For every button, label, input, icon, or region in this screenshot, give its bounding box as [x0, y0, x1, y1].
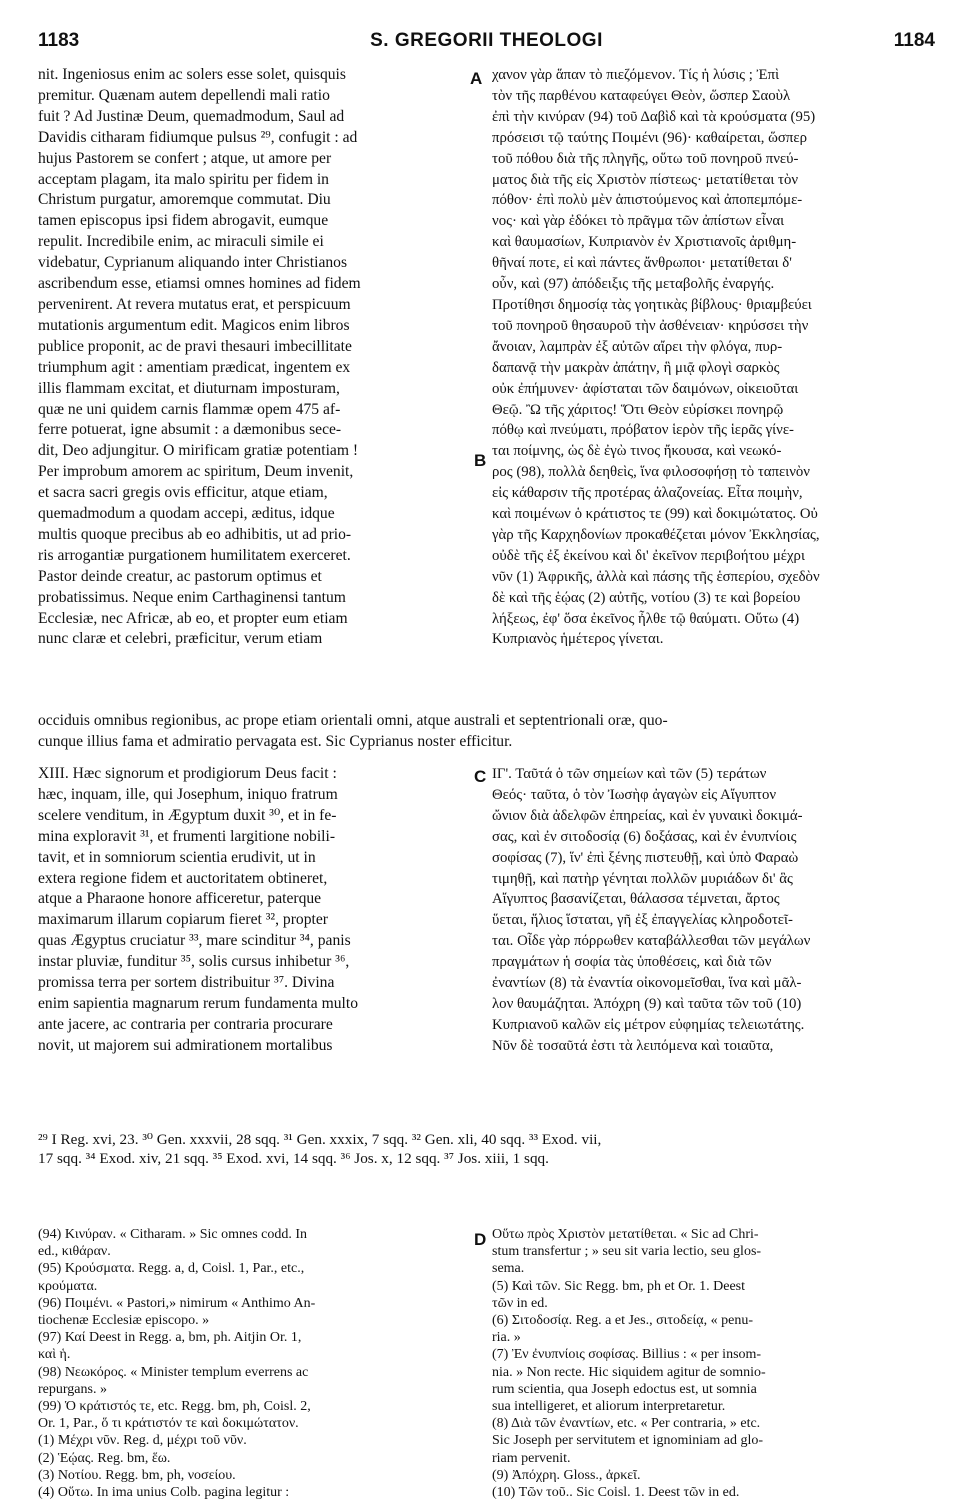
text-line: fuit ? Ad Justinæ Deum, quemadmodum, Saul ad	[38, 107, 345, 125]
section-marker-a: A	[470, 69, 483, 88]
text-line: cunque illius fama et admiratio pervagata est. Sic Cyprianus noster efficitur.	[38, 732, 513, 750]
text-line: Or. 1, Par., ὅ τι κράτιστόν τε καὶ δοκιμώτατον.	[38, 1416, 299, 1432]
text-line: videbatur, Cyprianum aliquando inter Christianos	[38, 254, 348, 272]
text-line: Κυπριανοῦ καλῶν εἰς μέτρον εὐφημίας τελειωτάτης.	[492, 1016, 805, 1033]
greek-column-top	[492, 65, 940, 650]
text-line: λήξεως, ἐφ' ὅσα ἐκεῖνος ἦλθε τῷ θαύματι. Οὕτω (4)	[492, 610, 800, 627]
text-line: ἐναντίων (8) τὰ ἐναντία οἰκονομεῖσθαι, ἵνα καὶ μᾶλ-	[492, 975, 802, 992]
text-line: ascribendum esse, etiamsi omnes homines ad fidem	[38, 275, 361, 293]
text-line: νος· καὶ γὰρ ἐδόκει τὸ πρᾶγμα τῶν ἀπίστων εἶναι	[492, 213, 785, 230]
text-line: tavit, et in somniorum scientia erudivit, ut in	[38, 848, 316, 866]
text-line: ante jacere, ac contraria per contraria procurare	[38, 1015, 333, 1033]
text-line: Νῦν δὲ τοσαῦτά ἐστι τὰ λειπόμενα καὶ τοιαῦτα,	[492, 1037, 774, 1054]
text-line: Προτίθησι δημοσίᾳ τὰς γοητικὰς βίβλους· θριαμβεύει	[492, 296, 812, 313]
text-line: scelere venditum, in Ægyptum duxit ³⁰, et in fe-	[38, 806, 337, 824]
text-line: occiduis omnibus regionibus, ac prope etiam orientali omni, atque australi et septentrionali oræ, quo-	[38, 712, 668, 729]
text-line: πόθον· ἐπὶ πολὺ μὲν ἀπιστούμενος καὶ ἀποπεμπόμε-	[492, 192, 803, 209]
text-line: ὤνιον διὰ ἀδελφῶν ἐπηρείας, καὶ ἐν γυναικὶ δοκιμά-	[492, 807, 803, 824]
text-line: (2) Ἑῴας. Reg. bm, ἕω.	[38, 1450, 171, 1466]
text-line: γὰρ τῆς Καρχηδονίων προκαθέζεται μόνον Ἐκκλησίας,	[492, 526, 820, 543]
text-line: quas Ægyptus cruciatur ³³, mare scinditur ³⁴, panis	[38, 932, 351, 950]
text-line: πραγμάτων ἡ σοφία τὰς ὑποθέσεις, καὶ διὰ τῶν	[492, 954, 772, 971]
text-line: Per improbum amorem ac spiritum, Deum invenit,	[38, 463, 354, 481]
latin-column-bottom	[38, 764, 468, 1057]
text-line: atque a Pharaone honore afficeretur, paterque	[38, 890, 322, 908]
text-line: ρος (98), πολλὰ δεηθεὶς, ἵνα φιλοσοφήσῃ τὸ ταπεινὸν	[492, 464, 810, 481]
page-number-right: 1184	[893, 30, 935, 51]
text-line: τῶν in ed.	[492, 1295, 548, 1311]
text-line: καὶ ποιμένων ὁ κράτιστος τε (99) καὶ δοκιμώτατος. Οὐ	[492, 506, 818, 523]
text-line: ris arrogantiæ purgationem humilitatem exerceret.	[38, 546, 351, 564]
text-line: Κυπριανὸς ἡμέτερος γίνεται.	[492, 631, 664, 648]
text-line: hæc, inquam, ille, qui Josephum, iniquo fratrum	[38, 785, 338, 803]
text-line: riam pervenit.	[492, 1450, 571, 1466]
text-line: Θεός· ταῦτα, ὁ τὸν Ἰωσὴφ ἀγαγὼν εἰς Αἴγυπτον	[492, 786, 777, 803]
text-line: stum transfertur ; » seu sit varia lectio, seu glos-	[492, 1244, 762, 1260]
text-line: nit. Ingeniosus enim ac solers esse solet, quisquis	[38, 66, 346, 83]
text-line: pervenirent. At revera mutatus erat, et perspicuum	[38, 295, 351, 313]
text-line: sua intelligeret, et aliorum interpretaretur.	[492, 1399, 726, 1415]
text-line: quæ ne uni quidem carnis flammæ opem 475 af-	[38, 400, 341, 418]
text-line: ΙΓ'. Ταῦτά ὁ τῶν σημείων καὶ τῶν (5) τεράτων	[492, 766, 767, 782]
text-line: (10) Τῶν τοῦ.. Sic Coisl. 1. Deest τῶν in ed.	[492, 1485, 740, 1501]
text-line: οὖν, καὶ (97) ἀπόδειξις τῆς μεταβολῆς ἐναργής.	[492, 276, 775, 293]
text-line: rum scientia, qua Joseph edoctus est, ut somnia	[492, 1381, 757, 1397]
text-line: οὐκ ἐπήμυνεν· ἀφίσταται τῶν δαιμόνων, οἰκειοῦται	[492, 380, 799, 397]
text-line: hujus Pastorem se confert ; atque, ut amore per	[38, 149, 332, 167]
text-line: dit, Deo adjungitur. O mirificam gratiæ potentiam !	[38, 442, 359, 460]
text-line: tamen episcopus ipsi fidem abrogavit, eumque	[38, 212, 329, 230]
text-line: Davidis citharam fidiumque pulsus ²⁹, confugit : ad	[38, 128, 358, 146]
text-line: ται ποίμνης, ὡς δὲ ἐγὼ τινος ἤκουσα, καὶ νεωκό-	[492, 443, 782, 460]
text-line: πρόσεισι τῷ ταύτης Ποιμένι (96)· καθαίρεται, ὥσπερ	[492, 129, 807, 146]
text-line: ται. Οἶδε γὰρ πόρρωθεν καταβάλλεσθαι τῶν μεγάλων	[492, 933, 811, 950]
text-line: χανον γὰρ ἅπαν τὸ πιεζόμενον. Τίς ἡ λύσις ; Ἐπὶ	[492, 67, 780, 83]
text-line: triumphum agit : amentiam prædicat, ingentem ex	[38, 358, 351, 376]
text-line: τιμηθῇ, καὶ πατὴρ γένηται πολλῶν μυριάδων δι' ἃς	[492, 870, 793, 887]
section-marker-b: B	[474, 451, 487, 470]
text-line: (5) Καὶ τῶν. Sic Regg. bm, ph et Or. 1. Deest	[492, 1278, 745, 1294]
footnotes-left	[38, 1226, 470, 1501]
text-line: (96) Ποιμένι. « Pastori,» nimirum « Anthimo An-	[38, 1295, 316, 1311]
text-line: τὸν τῆς παρθένου καταφεύγει Θεὸν, ὥσπερ Σαοὺλ	[492, 87, 791, 104]
text-line: (9) Ἀπόχρη. Gloss., ἀρκεῖ.	[492, 1467, 641, 1483]
text-line: πόθῳ καὶ πνεύματι, πρόβατον ἱερὸν τῆς ἱερᾶς γίνε-	[492, 422, 794, 439]
text-line: εἰς κάθαρσιν τῆς προτέρας ἀλαζονείας. Εἶτα ποιμὴν,	[492, 485, 803, 502]
text-line: (7) Ἐν ἐνυπνίοις σοφίσας. Billius : « per insom-	[492, 1347, 762, 1363]
text-line: ἐπὶ τὴν κινύραν (94) τοῦ Δαβὶδ καὶ τὰ κρούσματα (95)	[492, 108, 816, 125]
text-line: δαπανᾷ τὴν μακρὰν ἀπάτην, ἣ μιᾷ φλογὶ σαρκὸς	[492, 359, 780, 376]
text-line: maximarum illarum copiarum fieret ³², propter	[38, 911, 328, 929]
text-line: quemadmodum a quodam accepi, æditus, idque	[38, 505, 335, 523]
text-line: (1) Μέχρι νῦν. Reg. d, μέχρι τοῦ νῦν.	[38, 1433, 247, 1449]
text-line: νῦν (1) Ἀφρικῆς, ἀλλὰ καὶ πάσης τῆς ἑσπερίου, σχεδὸν	[492, 568, 820, 585]
text-line: Θεῷ. Ὢ τῆς χάριτος! Ὅτι Θεὸν εὑρίσκει πονηρῷ	[492, 401, 784, 418]
text-line: 17 sqq. ³⁴ Exod. xiv, 21 sqq. ³⁵ Exod. xvi, 14 sqq. ³⁶ Jos. x, 12 sqq. ³⁷ Jos. xiii, 1 sqq.	[38, 1150, 549, 1167]
text-line: et sacra sacri gregis ovis efficitur, atque etiam,	[38, 484, 328, 502]
text-line: nunc claræ et celebri, præficitur, verum etiam	[38, 630, 323, 648]
latin-fullwidth-continuation	[38, 711, 938, 753]
text-line: σοφίσας (7), ἵν' ἐπὶ ξένης πιστευθῇ, καὶ ὑπὸ Φαραὼ	[492, 849, 799, 866]
text-line: Christum purgatur, amoremque commutat. Diu	[38, 191, 331, 209]
text-line: publice proponit, ac de pravi thesauri imbecillitate	[38, 337, 352, 355]
text-line: sema.	[492, 1261, 525, 1277]
text-line: θῆναί ποτε, εἰ καὶ πάντες ἄνθρωποι· μετατίθεται δ'	[492, 255, 792, 272]
text-line: σας, καὶ ἐν σιτοδοσίᾳ (6) δοξάσας, καὶ ἐν ἐνυπνίοις	[492, 828, 797, 845]
text-line: (8) Διὰ τῶν ἐναντίων, etc. « Per contraria, » etc.	[492, 1416, 761, 1432]
text-line: ferre potuerat, igne absumit : a dæmonibus sece-	[38, 421, 342, 439]
section-marker-c: C	[474, 767, 487, 786]
latin-column-top	[38, 65, 468, 650]
text-line: acceptam plagam, ita malo spiritu per fidem in	[38, 170, 329, 188]
text-line: (99) Ὁ κράτιστός τε, etc. Regg. bm, ph, Coisl. 2,	[38, 1399, 311, 1415]
scripture-references	[38, 1130, 938, 1168]
text-line: τοῦ πονηροῦ θησαυροῦ τὴν ἀσθένειαν· κηρύσσει τὴν	[492, 317, 809, 334]
text-line: ἄνοιαν, λαμπρὰν ἐξ αὐτῶν αἴρει τὴν φλόγα, πυρ-	[492, 338, 783, 355]
text-line: nia. » Non recte. Hic siquidem agitur de somnio-	[492, 1364, 766, 1380]
text-line: novit, ut majorem sui admirationem mortalibus	[38, 1036, 333, 1054]
text-line: extera regione fidem et auctoritatem obtineret,	[38, 869, 328, 887]
text-line: probatissimus. Neque enim Carthaginensi tantum	[38, 588, 346, 606]
page-number-left: 1183	[38, 30, 80, 51]
text-line: enim sapientia magnarum rerum fundamenta multo	[38, 994, 359, 1012]
text-line: mutationis argumentum edit. Magicos enim libros	[38, 316, 350, 334]
text-line: δὲ καὶ τῆς ἑῴας (2) αὐτῆς, νοτίου (3) τε καὶ βορείου	[492, 589, 801, 606]
text-line: repulit. Incredibile enim, ac miraculi simile ei	[38, 233, 324, 251]
text-line: Ecclesiæ, nec Africæ, ab eo, et propter eum etiam	[38, 609, 348, 627]
text-line: (94) Κινύραν. « Citharam. » Sic omnes codd. In	[38, 1227, 308, 1242]
text-line: premitur. Quænam autem depellendi mali ratio	[38, 86, 330, 104]
text-line: Οὕτω πρὸς Χριστὸν μετατίθεται. « Sic ad Chri-	[492, 1227, 759, 1242]
text-line: repurgans. »	[38, 1381, 107, 1397]
text-line: λον θαυμάζηται. Ἀπόχρη (9) καὶ ταῦτα τῶν τοῦ (10)	[492, 995, 802, 1012]
text-line: mina exploravit ³¹, et frumenti largitione nobili-	[38, 827, 336, 845]
text-line: XIII. Hæc signorum et prodigiorum Deus facit :	[38, 765, 337, 782]
footnotes-right	[492, 1226, 940, 1501]
text-line: ria. »	[492, 1330, 521, 1346]
text-line: (4) Οὕτω. In ima unius Colb. pagina legitur :	[38, 1485, 290, 1501]
text-line: (95) Κρούσματα. Regg. a, d, Coisl. 1, Par., etc.,	[38, 1261, 305, 1277]
section-marker-d: D	[474, 1230, 487, 1249]
text-line: promissa terra per sortem distribuitur ³⁷. Divina	[38, 974, 335, 992]
text-line: (97) Καί Deest in Regg. a, bm, ph. Aitjin Or. 1,	[38, 1330, 302, 1346]
text-line: instar pluviæ, funditur ³⁵, solis cursus inhibetur ³⁶,	[38, 953, 350, 971]
text-line: ed., κιθάραν.	[38, 1244, 111, 1260]
text-line: καὶ ἡ.	[38, 1347, 71, 1363]
text-line: οὐδὲ τῆς ἐξ ἐκείνου καὶ δι' ἐκεῖνον περιβοήτου μέχρι	[492, 547, 805, 564]
text-line: κρούματα.	[38, 1278, 98, 1294]
text-line: multis quoque precibus ab eo adhibitis, ut ad prio-	[38, 525, 352, 543]
text-line: (6) Σιτοδοσίᾳ. Reg. a et Jes., σιτοδείᾳ, « penu-	[492, 1313, 753, 1329]
text-line: (98) Νεωκόρος. « Minister templum everrens ac	[38, 1364, 309, 1380]
greek-column-bottom	[492, 764, 940, 1057]
text-line: ²⁹ I Reg. xvi, 23. ³⁰ Gen. xxxvii, 28 sqq. ³¹ Gen. xxxix, 7 sqq. ³² Gen. xli, 40 sqq. ³³ Exod. vii,	[38, 1131, 602, 1148]
text-line: Sic Joseph per servitutem et ignominiam ad glo-	[492, 1433, 764, 1449]
text-line: τοῦ πόθου διὰ τῆς πληγῆς, οὕτω τοῦ πονηροῦ πνεύ-	[492, 150, 799, 167]
text-line: (3) Νοτίου. Regg. bm, ph, νοσείου.	[38, 1467, 236, 1483]
text-line: illis flammam excitat, et diuturnam imposturam,	[38, 379, 340, 397]
text-line: ὕεται, ἥλιος ἵσταται, γῆ ἐξ ἐπαγγελίας κληροδοτεῖ-	[492, 912, 793, 929]
text-line: καὶ θαυμασίων, Κυπριανὸν ἐν Χριστιανοῖς ἀριθμη-	[492, 234, 797, 251]
running-header	[38, 30, 935, 56]
text-line: tiochenæ Ecclesiæ episcopo. »	[38, 1313, 210, 1329]
text-line: ματος διὰ τῆς εἰς Χριστὸν πίστεως· μετατίθεται τὸν	[492, 171, 799, 188]
running-title: S. GREGORII THEOLOGI	[370, 30, 603, 51]
text-line: Αἴγυπτος βασανίζεται, θάλασσα τέμνεται, ἄρτος	[492, 891, 780, 908]
text-line: Pastor deinde creatur, ac pastorum optimus et	[38, 567, 322, 585]
